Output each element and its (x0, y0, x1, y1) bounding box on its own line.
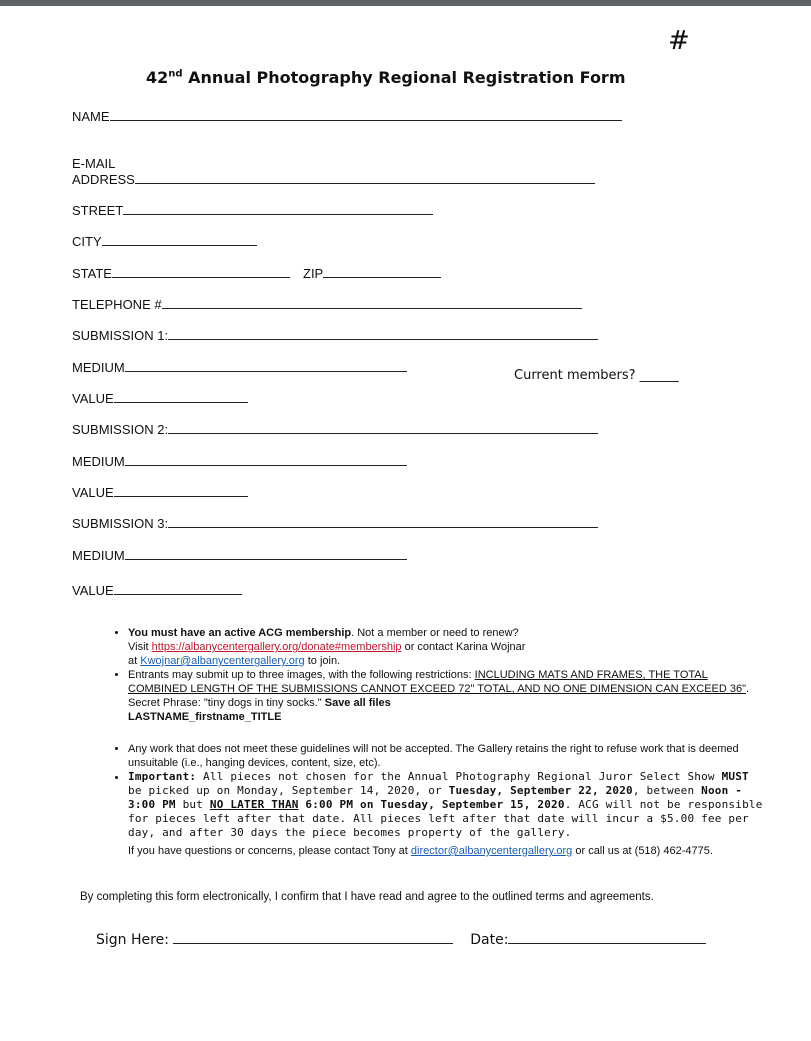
submission1-line[interactable] (168, 328, 598, 340)
zip-field[interactable] (303, 266, 441, 281)
value3-label: VALUE (72, 583, 114, 598)
value3-field[interactable] (72, 583, 242, 598)
signature-line[interactable] (173, 929, 453, 944)
name-label: NAME (72, 109, 110, 124)
city-label: CITY (72, 234, 102, 249)
deadline: 6:00 PM on Tuesday, September 15, 2020 (298, 798, 565, 811)
telephone-label: TELEPHONE # (72, 297, 162, 312)
state-label: STATE (72, 266, 112, 281)
submission2-field[interactable] (72, 422, 598, 437)
email-label: ADDRESS (72, 172, 135, 187)
viewer-top-bar (0, 0, 811, 6)
submission3-line[interactable] (168, 516, 598, 528)
size-restriction: INCLUDING MATS AND FRAMES, THE TOTAL COMBINED LENGTH OF THE SUBMISSIONS CANNOT EXCEED 72" TOTAL, AND NO ONE DIMENSION CAN EXCEED 36" (128, 669, 747, 695)
rule-guidelines (128, 742, 768, 770)
submission3-field[interactable] (72, 516, 598, 531)
join-text: to join. (304, 655, 341, 667)
medium1-label: MEDIUM (72, 360, 125, 375)
medium3-line[interactable] (125, 548, 407, 560)
value2-field[interactable] (72, 485, 248, 500)
pickup-text-d: but (175, 798, 210, 811)
save-files-note: Save all files (324, 697, 391, 709)
zip-label: ZIP (303, 266, 324, 281)
visit-text: Visit (128, 641, 152, 653)
contact-text: or contact Karina Wojnar (401, 641, 526, 653)
must-text: MUST (721, 770, 749, 783)
pickup-text-e: . ACG will not be responsible for pieces left after that date. All pieces left after that date will incur a $5.00 fee per day, and after 30 days the piece becomes property of the gallery. (128, 798, 763, 839)
title-text: Annual Photography Regional Registration Form (182, 68, 626, 87)
important-label: Important: (128, 770, 197, 783)
pickup-time: Noon - 3:00 PM (128, 784, 743, 811)
pickup-text-c: , between (632, 784, 702, 797)
title-superscript: nd (168, 68, 183, 80)
director-email-link[interactable]: director@albanycentergallery.org (410, 845, 573, 857)
page-mark: # (668, 26, 690, 56)
email-line[interactable] (135, 172, 595, 184)
state-field[interactable] (72, 266, 290, 281)
medium1-field[interactable] (72, 360, 407, 375)
form-title (146, 68, 626, 87)
telephone-field[interactable] (72, 297, 582, 312)
date-label: Date: (470, 932, 509, 948)
submission2-line[interactable] (168, 422, 598, 434)
street-field[interactable] (72, 203, 433, 218)
pickup-text-b: be picked up on Monday, September 14, 2020, or (128, 784, 449, 797)
rule-submissions (128, 668, 768, 724)
email-field[interactable] (72, 172, 595, 187)
value3-line[interactable] (114, 583, 242, 595)
medium1-line[interactable] (125, 360, 407, 372)
rule-membership (128, 626, 768, 668)
value1-label: VALUE (72, 391, 114, 406)
rule-pickup (128, 770, 768, 840)
city-field[interactable] (72, 234, 257, 249)
medium2-line[interactable] (125, 454, 407, 466)
submission1-label: SUBMISSION 1: (72, 328, 169, 343)
telephone-line[interactable] (162, 297, 582, 309)
medium3-field[interactable] (72, 548, 407, 563)
submission2-label: SUBMISSION 2: (72, 422, 169, 437)
sign-label: Sign Here: (96, 932, 169, 948)
name-line[interactable] (110, 109, 622, 121)
street-line[interactable] (123, 203, 433, 215)
name-field[interactable] (72, 109, 622, 124)
submission1-field[interactable] (72, 328, 598, 343)
rules-list (100, 626, 768, 840)
medium2-label: MEDIUM (72, 454, 125, 469)
membership-link[interactable]: https://albanycentergallery.org/donate#membership (151, 641, 402, 653)
file-naming: LASTNAME_firstname_TITLE (128, 711, 282, 723)
signature-row (96, 929, 706, 948)
street-label: STREET (72, 203, 124, 218)
value1-line[interactable] (114, 391, 248, 403)
confirmation-statement: By completing this form electronically, I confirm that I have read and agree to the outlined terms and agreements. (80, 891, 654, 903)
membership-bold: You must have an active ACG membership (128, 627, 352, 639)
pickup-date: Tuesday, September 22, 2020 (448, 784, 633, 797)
questions-text: If you have questions or concerns, please contact Tony at (128, 845, 411, 857)
city-line[interactable] (102, 234, 257, 246)
membership-text: . Not a member or need to renew? (351, 627, 519, 639)
medium2-field[interactable] (72, 454, 407, 469)
email-label-top: E-MAIL (72, 156, 116, 171)
at-text: at (128, 655, 141, 667)
submission3-label: SUBMISSION 3: (72, 516, 169, 531)
value2-line[interactable] (114, 485, 248, 497)
pickup-text-a: All pieces not chosen for the Annual Photography Regional Juror Select Show (196, 770, 722, 783)
questions-note (128, 844, 738, 858)
guidelines-text: Any work that does not meet these guidelines will not be accepted. The Gallery retains the right to refuse work that is deemed unsuitable (i.e., hanging devices, content, size, etc). (128, 743, 739, 769)
medium3-label: MEDIUM (72, 548, 125, 563)
kwojnar-email-link[interactable]: Kwojnar@albanycentergallery.org (140, 655, 305, 667)
value2-label: VALUE (72, 485, 114, 500)
title-number: 42 (146, 68, 169, 87)
state-line[interactable] (112, 266, 290, 278)
submissions-text: Entrants may submit up to three images, with the following restrictions: (128, 669, 475, 681)
no-later-than: NO LATER THAN (209, 798, 299, 811)
value1-field[interactable] (72, 391, 248, 406)
current-members-question[interactable]: Current members? ______ (514, 368, 679, 383)
date-line[interactable] (508, 929, 706, 944)
zip-line[interactable] (323, 266, 441, 278)
phone-text: or call us at (518) 462-4775. (572, 845, 713, 857)
secret-phrase: . Secret Phrase: "tiny dogs in tiny socks." (128, 683, 750, 709)
